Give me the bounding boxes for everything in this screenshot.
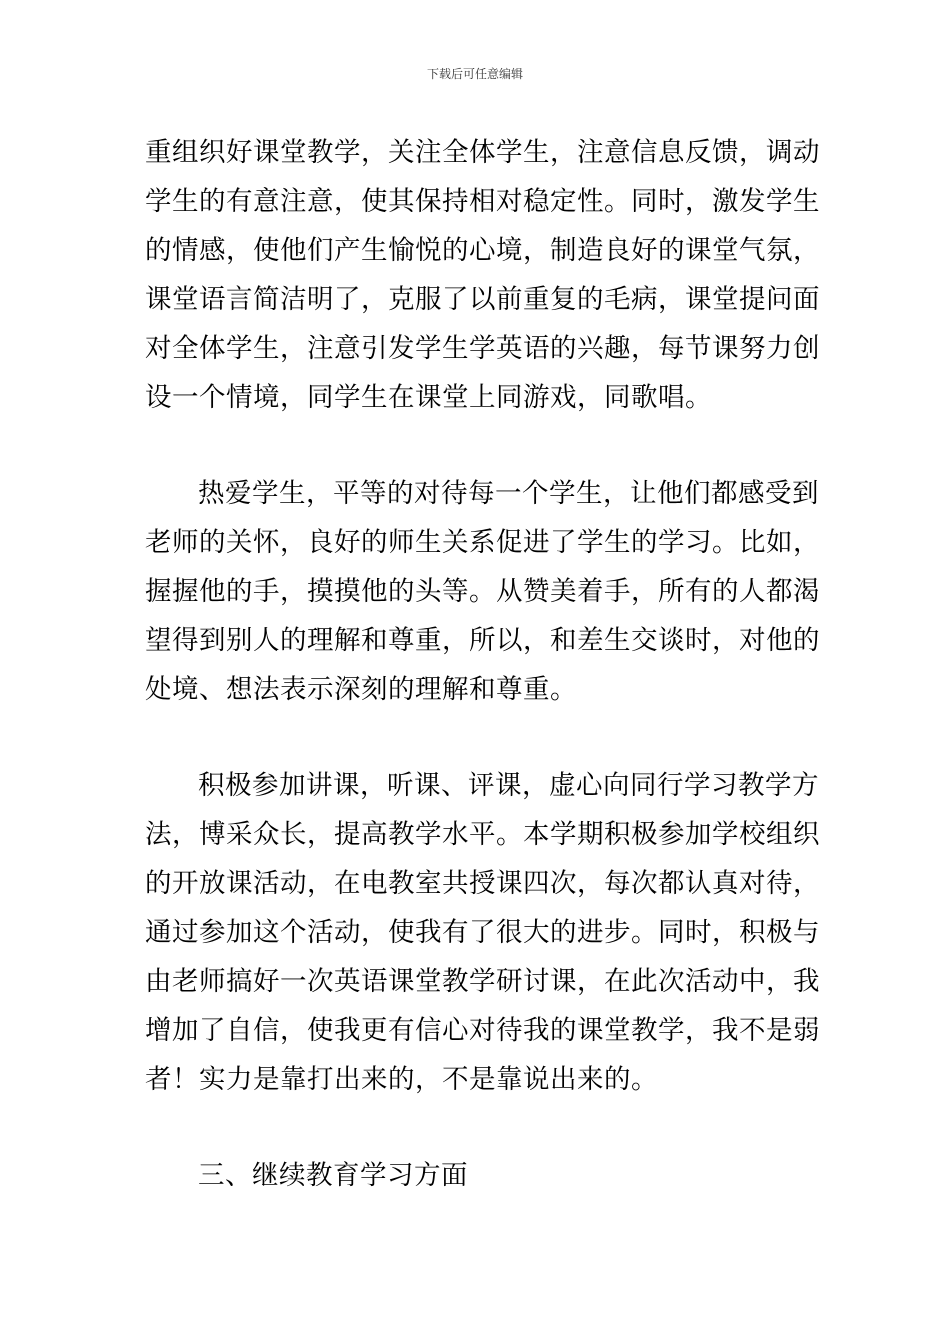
- text-line: 课堂语言简洁明了，克服了以前重复的毛病，课堂提问面: [145, 284, 820, 315]
- text-line: 的情感，使他们产生愉悦的心境，制造良好的课堂气氛，: [145, 235, 820, 266]
- page-header-note: 下载后可任意编辑: [426, 67, 523, 81]
- paragraph-love-students: [145, 469, 820, 714]
- text-line: 者！实力是靠打出来的，不是靠说出来的。: [145, 1064, 658, 1095]
- paragraph-lesson-activities: [145, 761, 820, 1104]
- text-line: 法，博采众长，提高教学水平。本学期积极参加学校组织: [145, 819, 820, 850]
- text-line: 增加了自信，使我更有信心对待我的课堂教学，我不是弱: [145, 1015, 820, 1046]
- section-heading-continuing-education: [145, 1151, 805, 1200]
- document-body: [145, 128, 820, 1247]
- text-line: 的开放课活动，在电教室共授课四次，每次都认真对待，: [145, 868, 820, 899]
- text-line: 由老师搞好一次英语课堂教学研讨课，在此次活动中，我: [145, 966, 820, 997]
- paragraph-classroom-teaching: [145, 128, 820, 422]
- text-line: 热爱学生，平等的对待每一个学生，让他们都感受到: [198, 478, 819, 509]
- text-line: 处境、想法表示深刻的理解和尊重。: [145, 674, 577, 705]
- text-line: 握握他的手，摸摸他的头等。从赞美着手，所有的人都渴: [145, 576, 820, 607]
- text-line: 三、继续教育学习方面: [198, 1160, 468, 1191]
- text-line: 望得到别人的理解和尊重，所以，和差生交谈时，对他的: [145, 625, 820, 656]
- text-line: 老师的关怀，良好的师生关系促进了学生的学习。比如，: [145, 527, 820, 558]
- text-line: 重组织好课堂教学，关注全体学生，注意信息反馈，调动: [145, 137, 820, 168]
- text-line: 通过参加这个活动，使我有了很大的进步。同时，积极与: [145, 917, 820, 948]
- text-line: 积极参加讲课，听课、评课，虚心向同行学习教学方: [198, 770, 819, 801]
- text-line: 设一个情境，同学生在课堂上同游戏，同歌唱。: [145, 382, 712, 413]
- text-line: 对全体学生，注意引发学生学英语的兴趣，每节课努力创: [145, 333, 820, 364]
- text-line: 学生的有意注意，使其保持相对稳定性。同时，激发学生: [145, 186, 820, 217]
